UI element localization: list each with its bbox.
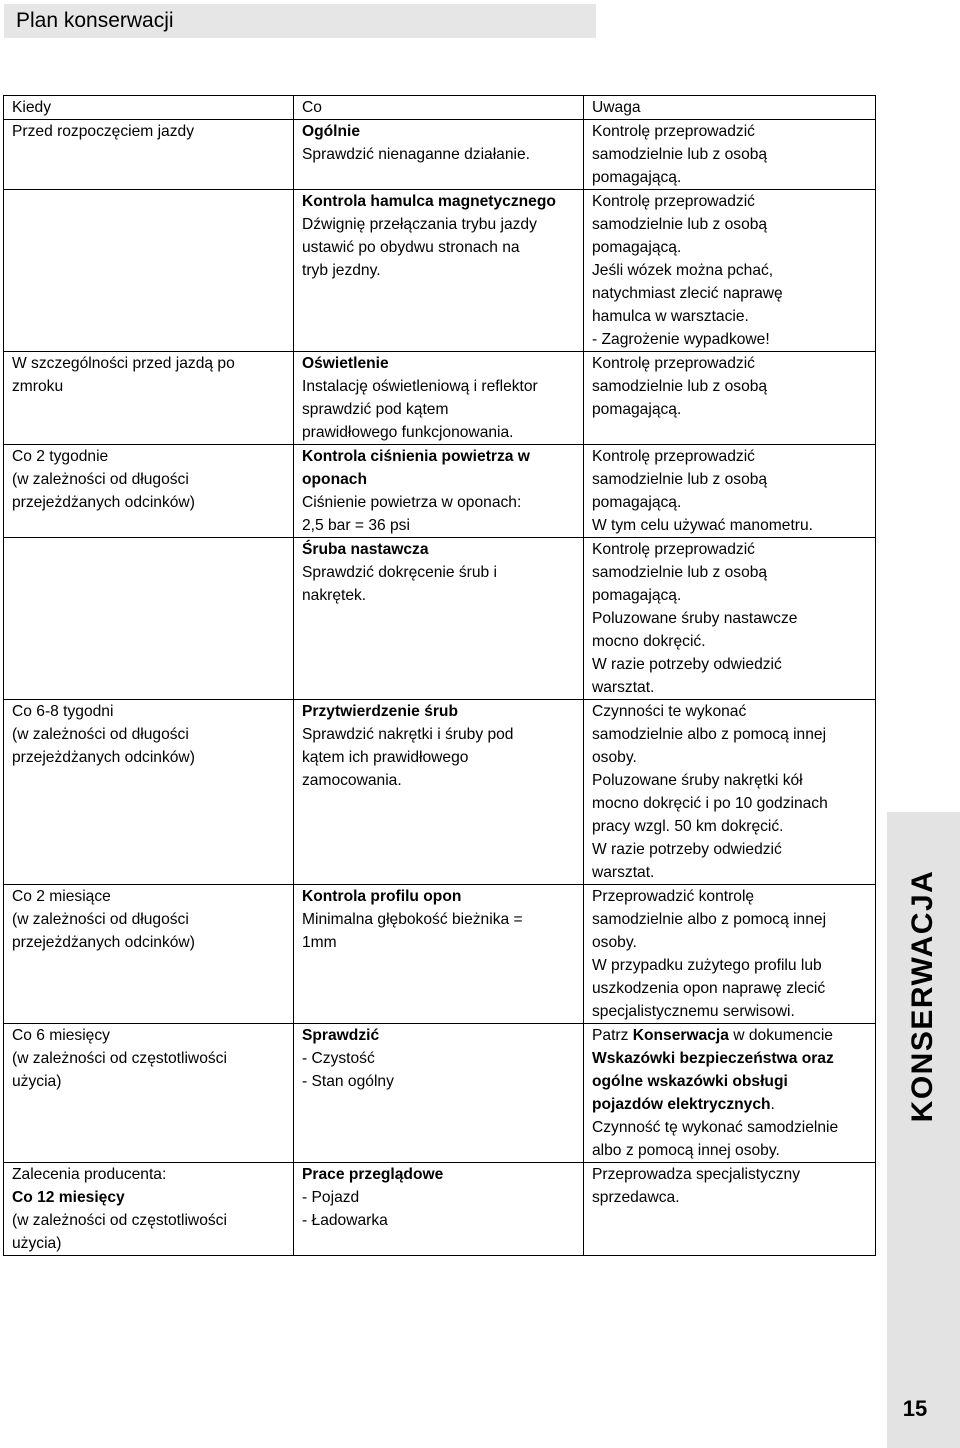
- cell-text: W razie potrzeby odwiedzić: [592, 656, 782, 673]
- cell-text: 1mm: [302, 934, 337, 951]
- cell-text: Jeśli wózek można pchać,: [592, 262, 774, 279]
- cell-text: Patrz: [592, 1027, 633, 1044]
- table-row: [4, 190, 876, 352]
- page-title: Plan konserwacji: [16, 9, 174, 32]
- table-row: [4, 885, 876, 1024]
- cell-text: warsztat.: [592, 864, 655, 881]
- cell-note: [584, 445, 876, 538]
- cell-text: mocno dokręcić.: [592, 633, 706, 650]
- cell-text: albo z pomocą innej osoby.: [592, 1142, 780, 1159]
- cell-text: pomagającą.: [592, 169, 682, 186]
- cell-text: prawidłowego funkcjonowania.: [302, 424, 514, 441]
- cell-text: Przed rozpoczęciem jazdy: [12, 123, 195, 140]
- cell-text: samodzielnie lub z osobą: [592, 378, 768, 395]
- cell-when: [4, 352, 294, 445]
- cell-line: [592, 1024, 867, 1047]
- cell-text: tryb jezdny.: [302, 262, 381, 279]
- cell-text: ogólne wskazówki obsługi: [592, 1073, 788, 1090]
- cell-note: [584, 885, 876, 1024]
- table-row: [4, 1024, 876, 1163]
- cell-what: [294, 445, 584, 538]
- cell-text: - Pojazd: [302, 1189, 360, 1206]
- cell-text: Co 2 miesiące: [12, 888, 111, 905]
- cell-what: [294, 190, 584, 352]
- cell-text: Ogólnie: [302, 123, 361, 140]
- cell-when: [4, 120, 294, 190]
- cell-when: [4, 1163, 294, 1256]
- title-bar: [4, 4, 596, 38]
- cell-text: natychmiast zlecić naprawę: [592, 285, 783, 302]
- cell-text: Poluzowane śruby nastawcze: [592, 610, 798, 627]
- cell-note: [584, 1163, 876, 1256]
- cell-text: Prace przeglądowe: [302, 1166, 444, 1183]
- cell-what: [294, 352, 584, 445]
- cell-text: samodzielnie lub z osobą: [592, 564, 768, 581]
- cell-text: samodzielnie lub z osobą: [592, 146, 768, 163]
- cell-text: (w zależności od częstotliwości: [12, 1212, 227, 1229]
- cell-text: warsztat.: [592, 679, 655, 696]
- cell-when: [4, 885, 294, 1024]
- cell-text: - Zagrożenie wypadkowe!: [592, 331, 770, 348]
- cell-text: samodzielnie lub z osobą: [592, 216, 768, 233]
- cell-text: ustawić po obydwu stronach na: [302, 239, 520, 256]
- cell-text: Sprawdzić dokręcenie śrub i: [302, 564, 498, 581]
- cell-text: osoby.: [592, 749, 637, 766]
- cell-text: - Ładowarka: [302, 1212, 388, 1229]
- cell-note: [584, 190, 876, 352]
- cell-text: Kontrolę przeprowadzić: [592, 448, 755, 465]
- cell-line: [592, 1047, 867, 1070]
- cell-text: mocno dokręcić i po 10 godzinach: [592, 795, 828, 812]
- cell-text: (w zależności od długości: [12, 471, 189, 488]
- cell-text: samodzielnie albo z pomocą innej: [592, 726, 827, 743]
- cell-text: (w zależności od częstotliwości: [12, 1050, 227, 1067]
- cell-line: [592, 1139, 867, 1162]
- table-row: [4, 538, 876, 700]
- cell-text: sprzedawca.: [592, 1189, 680, 1206]
- cell-text: Kontrola ciśnienia powietrza w: [302, 448, 530, 465]
- maintenance-plan-table: [3, 95, 876, 1256]
- cell-what: [294, 1024, 584, 1163]
- cell-text: specjalistycznemu serwisowi.: [592, 1003, 795, 1020]
- cell-text: Sprawdzić nakrętki i śruby pod: [302, 726, 514, 743]
- cell-text: Kontrolę przeprowadzić: [592, 123, 755, 140]
- cell-text: Kontrolę przeprowadzić: [592, 193, 755, 210]
- cell-text: Kontrola profilu opon: [302, 888, 462, 905]
- cell-text: przejeżdżanych odcinków): [12, 749, 195, 766]
- cell-what: [294, 120, 584, 190]
- cell-note: [584, 538, 876, 700]
- cell-text: Oświetlenie: [302, 355, 389, 372]
- cell-text: samodzielnie albo z pomocą innej: [592, 911, 827, 928]
- cell-text: Co 2 tygodnie: [12, 448, 109, 465]
- cell-text: Przeprowadzić kontrolę: [592, 888, 755, 905]
- table-row: [4, 352, 876, 445]
- cell-when: [4, 190, 294, 352]
- cell-text: Instalację oświetleniową i reflektor: [302, 378, 538, 395]
- cell-text: pomagającą.: [592, 587, 682, 604]
- cell-when: [4, 700, 294, 885]
- cell-text: Minimalna głębokość bieżnika =: [302, 911, 523, 928]
- cell-text: Przytwierdzenie śrub: [302, 703, 458, 720]
- cell-when: [4, 538, 294, 700]
- cell-text: - Czystość: [302, 1050, 375, 1067]
- cell-text: zamocowania.: [302, 772, 402, 789]
- cell-text: pomagającą.: [592, 239, 682, 256]
- cell-text: W przypadku zużytego profilu lub: [592, 957, 822, 974]
- column-header-what: Co: [294, 96, 584, 120]
- cell-text: Śruba nastawcza: [302, 541, 429, 558]
- cell-text: Czynności te wykonać: [592, 703, 747, 720]
- cell-text: pojazdów elektrycznych: [592, 1096, 771, 1113]
- cell-text: Ciśnienie powietrza w oponach:: [302, 494, 522, 511]
- cell-text: osoby.: [592, 934, 637, 951]
- cell-text: kątem ich prawidłowego: [302, 749, 469, 766]
- cell-text: samodzielnie lub z osobą: [592, 471, 768, 488]
- cell-text: Co 12 miesięcy: [12, 1189, 125, 1206]
- cell-text: użycia): [12, 1073, 62, 1090]
- table-header-row: [4, 96, 876, 120]
- cell-text: uszkodzenia opon naprawę zlecić: [592, 980, 826, 997]
- cell-text: Sprawdzić nienaganne działanie.: [302, 146, 530, 163]
- cell-text: Sprawdzić: [302, 1027, 380, 1044]
- cell-text: Co 6 miesięcy: [12, 1027, 110, 1044]
- cell-note: [584, 352, 876, 445]
- cell-text: pracy wzgl. 50 km dokręcić.: [592, 818, 784, 835]
- cell-line: [592, 1093, 867, 1116]
- cell-text: - Stan ogólny: [302, 1073, 394, 1090]
- column-header-note: Uwaga: [584, 96, 876, 120]
- cell-text: Zalecenia producenta:: [12, 1166, 167, 1183]
- cell-what: [294, 538, 584, 700]
- cell-text: Co 6-8 tygodni: [12, 703, 114, 720]
- cell-text: Konserwacja: [632, 1027, 729, 1044]
- cell-text: Wskazówki bezpieczeństwa oraz: [592, 1050, 834, 1067]
- cell-note: [584, 1024, 876, 1163]
- table-row: [4, 700, 876, 885]
- cell-text: Przeprowadza specjalistyczny: [592, 1166, 801, 1183]
- table-row: [4, 445, 876, 538]
- cell-text: zmroku: [12, 378, 64, 395]
- cell-text: pomagającą.: [592, 401, 682, 418]
- cell-text: (w zależności od długości: [12, 726, 189, 743]
- cell-text: przejeżdżanych odcinków): [12, 494, 195, 511]
- cell-text: pomagającą.: [592, 494, 682, 511]
- cell-text: nakrętek.: [302, 587, 367, 604]
- cell-text: oponach: [302, 471, 367, 488]
- section-label: KONSERWACJA: [906, 869, 939, 1123]
- page-number: 15: [902, 1396, 928, 1421]
- cell-what: [294, 1163, 584, 1256]
- cell-text: przejeżdżanych odcinków): [12, 934, 195, 951]
- cell-when: [4, 1024, 294, 1163]
- cell-text: użycia): [12, 1235, 62, 1252]
- cell-note: [584, 120, 876, 190]
- table-row: [4, 1163, 876, 1256]
- cell-what: [294, 885, 584, 1024]
- column-header-when: Kiedy: [4, 96, 294, 120]
- table-row: [4, 120, 876, 190]
- cell-text: Kontrolę przeprowadzić: [592, 541, 755, 558]
- cell-text: (w zależności od długości: [12, 911, 189, 928]
- cell-text: w dokumencie: [728, 1027, 833, 1044]
- cell-text: .: [770, 1096, 775, 1113]
- cell-what: [294, 700, 584, 885]
- cell-text: Kontrolę przeprowadzić: [592, 355, 755, 372]
- cell-text: Czynność tę wykonać samodzielnie: [592, 1119, 839, 1136]
- cell-line: [592, 1070, 867, 1093]
- cell-text: W tym celu używać manometru.: [592, 517, 813, 534]
- cell-text: sprawdzić pod kątem: [302, 401, 449, 418]
- cell-text: Dźwignię przełączania trybu jazdy: [302, 216, 537, 233]
- cell-text: hamulca w warsztacie.: [592, 308, 749, 325]
- cell-text: Kontrola hamulca magnetycznego: [302, 193, 556, 210]
- cell-text: Poluzowane śruby nakrętki kół: [592, 772, 803, 789]
- cell-text: W razie potrzeby odwiedzić: [592, 841, 782, 858]
- cell-note: [584, 700, 876, 885]
- cell-text: W szczególności przed jazdą po: [12, 355, 235, 372]
- cell-line: [592, 1116, 867, 1139]
- cell-when: [4, 445, 294, 538]
- cell-text: 2,5 bar = 36 psi: [302, 517, 410, 534]
